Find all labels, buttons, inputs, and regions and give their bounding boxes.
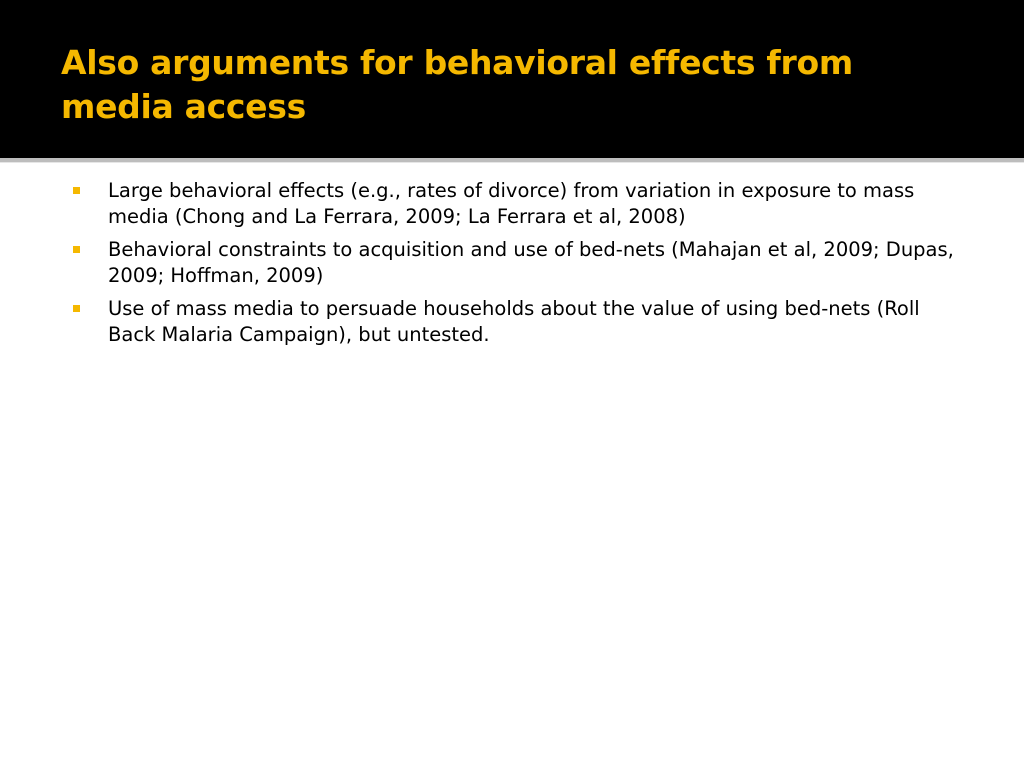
bullet-list — [73, 178, 963, 355]
title-divider — [0, 158, 1024, 163]
square-bullet-icon — [73, 187, 80, 194]
bullet-text: Use of mass media to persuade households about the value of using bed-nets (Roll Back Malaria Campaign), but untested. — [108, 297, 920, 346]
bullet-item — [73, 178, 963, 230]
square-bullet-icon — [73, 246, 80, 253]
bullet-item — [73, 237, 963, 289]
square-bullet-icon — [73, 305, 80, 312]
slide-title: Also arguments for behavioral effects from media access — [61, 43, 853, 126]
bullet-item — [73, 296, 963, 348]
bullet-text: Behavioral constraints to acquisition and use of bed-nets (Mahajan et al, 2009; Dupas, 2009; Hoffman, 2009) — [108, 238, 954, 287]
bullet-text: Large behavioral effects (e.g., rates of divorce) from variation in exposure to mass media (Chong and La Ferrara, 2009; La Ferrara et al, 2008) — [108, 179, 915, 228]
title-bar — [0, 0, 1024, 158]
